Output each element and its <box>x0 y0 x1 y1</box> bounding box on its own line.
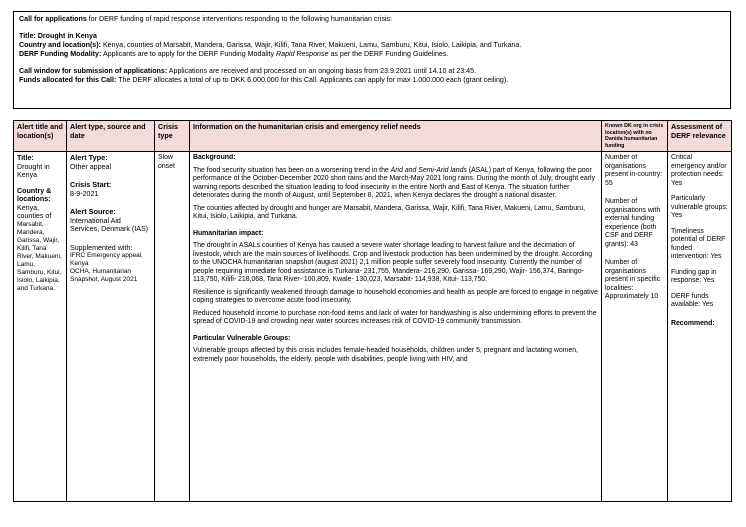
call-funds-value: The DERF allocates a total of up to DKK 6.000.000 for this Call. Applicants can apply for max 1.000.000 each (grant ceiling). <box>116 76 509 84</box>
call-window-value: Applications are received and processed on an ongoing basis from 23.9.2021 until 14.10 at 23:45. <box>167 67 476 75</box>
impact-paragraph-1: The drought in ASALs counties of Kenya has caused a severe water shortage leading to harvest failure and the decimation of livestock, which are the main sources of livelihoods. Crop and livestock production has been undermined by the drought. According to the UNOCHA humanitarian snapshot (august 2021) 2,1 million people suffer severely food insecurity. Currently the number of people requiring immediate food assistance is Turkana- 231,755, Mandera- 216,290, Garissa- 169,290, Wajir- 156,374, Baringo- 113,750, Kilifi- 218,068, Tana River- 100,809, Kwale- 130,023, Marsabit- 114,938, Kitui- 113,750. <box>193 242 593 284</box>
orgs-present: Number of organisations present in-country: 55 <box>605 154 663 187</box>
cell-alert-type <box>67 152 155 502</box>
country-value: Kenya, counties of <box>17 203 52 221</box>
supplement-ocha: OCHA, Humanitarian Snapshot, August 2021 <box>70 268 138 284</box>
supplement-ifrc: IFRC Emergency appeal, Kenya <box>70 252 143 268</box>
call-title <box>19 32 725 41</box>
call-modality-italic: Rapid Response <box>276 50 329 58</box>
impact-heading: Humanitarian impact: <box>193 229 264 237</box>
title-value: Drought in Kenya <box>17 162 50 180</box>
crisis-start-label: Crisis Start: <box>70 180 112 190</box>
impact-paragraph-3: Reduced household income to purchase non-food items and lack of water for handwashing is also undermining efforts to prevent the spread of COVID-19 and crowding near water sources increases risk of COVID-19 community transmission. <box>193 309 597 326</box>
call-modality-post: as per the DERF Funding Guidelines. <box>328 50 449 58</box>
assess-funding-gap: Funding gap in response: Yes <box>671 268 717 285</box>
background-p1-a: The food security situation has been on a worsening trend in the <box>193 166 391 174</box>
call-country <box>19 41 725 50</box>
assess-critical: Critical emergency and/or protection needs: Yes <box>671 154 727 187</box>
vulnerable-paragraph: Vulnerable groups affected by this crisis includes female-headed households, children under 5, pregnant and lactating women, extremely poor households, the elderly, people with disabilities, people living with HIV, and <box>193 347 578 363</box>
background-p1-italic: Arid and Semi-Arid lands <box>390 166 467 174</box>
cell-alert-title <box>14 152 67 502</box>
call-modality <box>19 50 725 59</box>
impact-paragraph-2: Resilience is significantly weakened through damage to household economies and health as people are forced to engage in negative coping strategies to overcome acute food insecurity. <box>193 288 598 305</box>
call-modality-pre: Applicants are to apply for the DERF Funding Modality <box>101 50 277 58</box>
assess-funds-available: DERF funds available: Yes <box>671 292 714 309</box>
background-p1-b: (ASAL) part of Kenya, following the poor performance of the October-December 2020 short rains and the March-May 2021 long rains. During the month of July, drought early warning reports described the situation leading to food insecurity in the entire North and East of Kenya. The situation further deteriorates during the month of August, until September 8, 2021, when Kenya declares the drought a national disaster. <box>193 166 596 200</box>
orgs-localities: Number of organisations present in specific localities: Approximately 10 <box>605 259 661 301</box>
alert-table <box>13 120 732 502</box>
background-heading: Background: <box>193 154 236 162</box>
assess-vulnerable: Particularly vulnerable groups: Yes <box>671 195 728 220</box>
alert-type-value: Other appeal <box>70 162 112 171</box>
header-crisis-type: Crisis type <box>155 121 190 152</box>
header-assessment: Assessment of DERF relevance <box>668 121 732 152</box>
call-title-text: Title: Drought in Kenya <box>19 32 97 40</box>
vulnerable-heading: Particular Vulnerable Groups: <box>193 334 291 342</box>
background-paragraph-2: The counties affected by drought and hunger are Marsabit, Mandera, Garissa, Wajir, Kilifi, Tana River, Makueni, Lamu, Samburu, Kitui, Isiolo, Laikipia, and Turkana. <box>193 204 586 221</box>
assess-recommend: Recommend: <box>671 319 715 327</box>
alert-source-value: International Aid Services, Denmark (IAS) <box>70 216 149 234</box>
counties-list: Marsabit, Mandera, Garissa, Wajir, Kilifi, Tana River, Makueni, Lamu, Samburu, Kitui, Isiolo, Laikipia, and Turkana. <box>17 220 62 292</box>
crisis-type-value: Slow onset <box>158 154 175 170</box>
alert-type-label: Alert Type: <box>70 154 108 163</box>
header-info: Information on the humanitarian crisis and emergency relief needs <box>190 121 602 152</box>
table-row <box>14 152 732 502</box>
cell-assessment <box>668 152 732 502</box>
call-intro-label: Call for applications <box>19 15 87 23</box>
call-funds <box>19 76 725 85</box>
call-intro <box>19 15 725 24</box>
crisis-start-value: 8-9-2021 <box>70 189 99 198</box>
orgs-external-funding: Number of organisations with external funding experience (both CSF and DERF grants): 43 <box>605 198 661 248</box>
header-alert-title: Alert title and location(s) <box>14 121 67 152</box>
cell-info <box>190 152 602 502</box>
call-modality-label: DERF Funding Modality: <box>19 50 102 58</box>
cell-crisis-type <box>155 152 190 502</box>
alert-source-label: Alert Source: <box>70 207 116 217</box>
supplemented-label: Supplemented with: <box>70 243 133 252</box>
background-paragraph-1 <box>193 167 598 201</box>
header-alert-type: Alert type, source and date <box>67 121 155 152</box>
cell-known-dk <box>602 152 668 502</box>
table-header-row <box>14 121 732 152</box>
call-country-label: Country and location(s): <box>19 41 101 49</box>
call-intro-text: for DERF funding of rapid response interventions responding to the following humanitarian crisis: <box>86 15 392 23</box>
call-window <box>19 67 725 76</box>
call-window-label: Call window for submission of applications: <box>19 67 168 75</box>
call-info-box <box>13 11 731 109</box>
title-label: Title: <box>17 154 34 163</box>
call-funds-label: Funds allocated for this Call: <box>19 76 117 84</box>
country-label: Country & locations: <box>17 186 52 204</box>
assess-timeliness: Timeliness potential of DERF funded intervention: Yes <box>671 227 726 261</box>
call-country-value: Kenya, counties of Marsabit, Mandera, Garissa, Wajir, Kilifi, Tana River, Makueni, Lamu, Samburu, Kitui, Isiolo, Laikipia, and Turkana. <box>100 41 522 49</box>
header-known-dk: Known DK org in crisis location(s) with no Danida humanitarian funding <box>602 121 668 152</box>
